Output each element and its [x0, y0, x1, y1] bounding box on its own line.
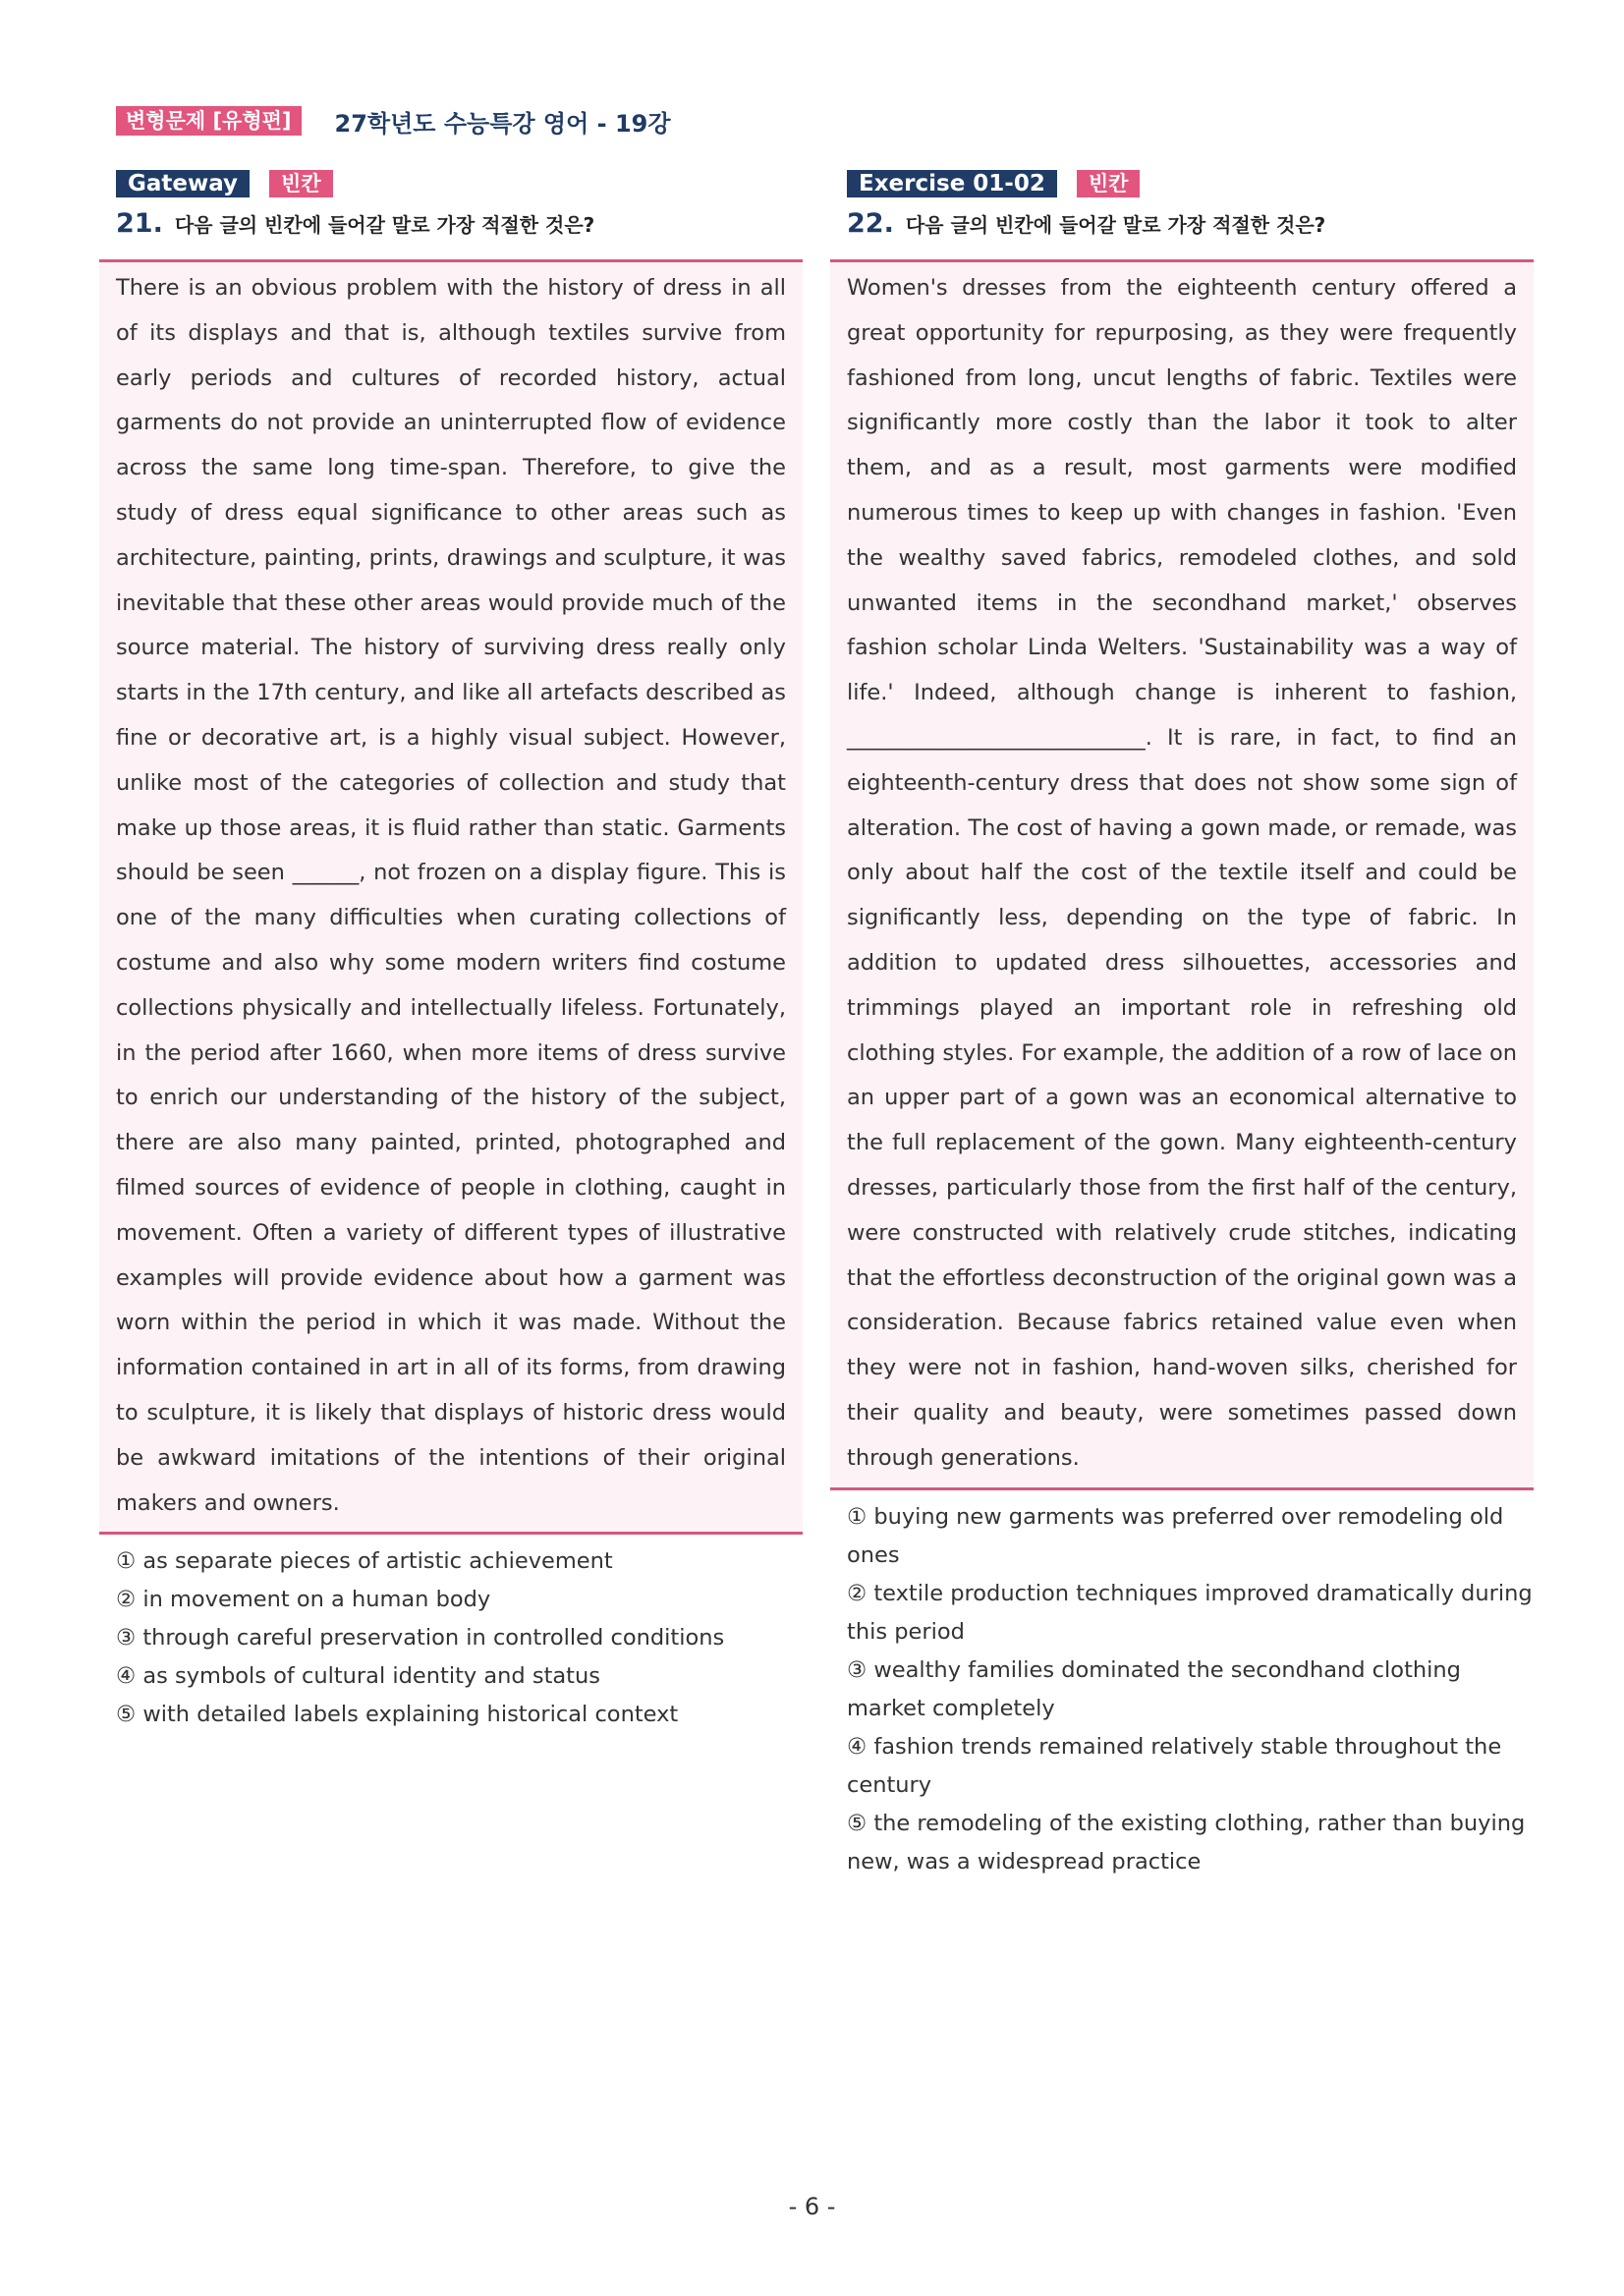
passage: Women's dresses from the eighteenth century offered a great opportunity for repurposing, as they were frequently fashioned from long, uncut lengths of fabric. Textiles were significantly more costly than the labor it took to alter them, and as a result, most garments were modified numerous times to keep up with changes in fashion. 'Even the wealthy saved fabrics, remodeled clothes, and sold unwanted items in the secondhand market,' observes fashion scholar Linda Welters. 'Sustainability was a way of life.' Indeed, although change is inherent to fashion, ___________________________. It is rare, in fact, to find an eighteenth-century dress that does not show some sign of alteration. The cost of having a gown made, or remade, was only about half the cost of the textile itself and could be significantly less, depending on the type of fabric. In addition to updated dress silhouettes, accessories and trimmings played an important role in refreshing old clothing styles. For example, the addition of a row of lace on an upper part of a gown was an economical alternative to the full replacement of the gown. Many eighteenth-century dresses, particularly those from the first half of the century, were constructed with relatively crude stitches, indicating that the effortless deconstruction of the original gown was a consideration. Because fabrics retained value even when they were not in fashion, hand-woven silks, cherished for their quality and beauty, were sometimes passed down through generations.: [830, 259, 1534, 1490]
choice-4[interactable]: ④ fashion trends remained relatively stable throughout the century: [847, 1733, 1502, 1798]
series-title: 27학년도 수능특강 영어 - 19강: [334, 109, 671, 138]
question-number: 21.: [116, 208, 163, 239]
choice-3[interactable]: ③ wealthy families dominated the secondhand clothing market completely: [847, 1656, 1461, 1721]
question-22-column: [830, 169, 1534, 1881]
choice-1[interactable]: ① buying new garments was preferred over remodeling old ones: [847, 1503, 1504, 1568]
type-tag: 빈칸: [1077, 170, 1141, 197]
choice-1[interactable]: ① as separate pieces of artistic achievement: [116, 1548, 613, 1575]
choice-3[interactable]: ③ through careful preservation in controlled conditions: [116, 1625, 725, 1652]
page-number: - 6 -: [788, 2193, 836, 2220]
question-line: [99, 208, 803, 244]
answer-choices: [99, 1542, 803, 1734]
passage: There is an obvious problem with the history of dress in all of its displays and that is, although textiles survive from early periods and cultures of recorded history, actual garments do not provide an uninterrupted flow of evidence across the same long time-span. Therefore, to give the study of dress equal significance to other areas such as architecture, painting, prints, drawings and sculpture, it was inevitable that these other areas would provide much of the source material. The history of surviving dress really only starts in the 17th century, and like all artefacts described as fine or decorative art, is a highly visual subject. However, unlike most of the categories of collection and study that make up those areas, it is fluid rather than static. Garments should be seen ______, not frozen on a display figure. This is one of the many difficulties when curating collections of costume and also why some modern writers find costume collections physically and intellectually lifeless. Fortunately, in the period after 1660, when more items of dress survive to enrich our understanding of the history of the subject, there are also many painted, printed, photographed and filmed sources of evidence of people in clothing, caught in movement. Often a variety of different types of illustrative examples will provide evidence about how a garment was worn within the period in which it was made. Without the information contained in art in all of its forms, from drawing to sculpture, it is likely that displays of historic dress would be awkward imitations of the intentions of their original makers and owners.: [99, 259, 803, 1535]
series-badge: 변형문제 [유형편]: [116, 106, 302, 136]
question-prompt: 다음 글의 빈칸에 들어갈 말로 가장 적절한 것은?: [174, 213, 595, 237]
choice-5[interactable]: ⑤ with detailed labels explaining historical context: [116, 1702, 679, 1728]
question-number: 22.: [847, 208, 894, 239]
question-prompt: 다음 글의 빈칸에 들어갈 말로 가장 적절한 것은?: [905, 213, 1326, 237]
question-tags: [99, 169, 803, 198]
question-line: [830, 208, 1534, 244]
question-tags: [830, 169, 1534, 198]
question-21-column: [99, 169, 803, 1734]
choice-2[interactable]: ② in movement on a human body: [116, 1587, 491, 1613]
choice-4[interactable]: ④ as symbols of cultural identity and status: [116, 1663, 600, 1690]
source-tag: Exercise 01-02: [847, 170, 1057, 197]
answer-choices: [830, 1498, 1534, 1881]
type-tag: 빈칸: [269, 170, 333, 197]
choice-5[interactable]: ⑤ the remodeling of the existing clothing, rather than buying new, was a widespread practice: [847, 1810, 1526, 1875]
source-tag: Gateway: [116, 170, 250, 197]
page-header: [116, 104, 671, 138]
choice-2[interactable]: ② textile production techniques improved dramatically during this period: [847, 1580, 1533, 1645]
